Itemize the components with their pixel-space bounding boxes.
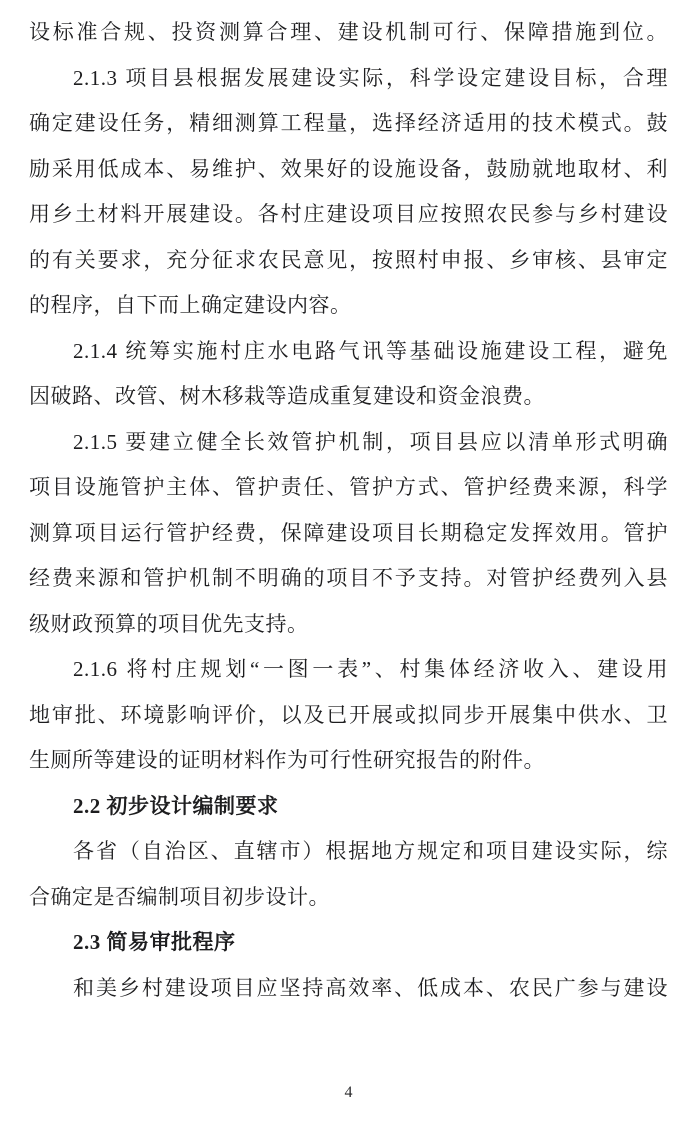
- body-text-line: 合确定是否编制项目初步设计。: [29, 884, 330, 909]
- body-text-line: 各省（自治区、直辖市）根据地方规定和项目建设实际，综: [73, 839, 668, 863]
- body-text-line: 测算项目运行管护经费，保障建设项目长期稳定发挥效用。管护: [29, 520, 668, 545]
- body-text-line: 确定建设任务，精细测算工程量，选择经济适用的技术模式。鼓: [29, 111, 668, 135]
- body-text-line: 和美乡村建设项目应坚持高效率、低成本、农民广参与建设: [73, 975, 668, 1000]
- page-number: 4: [344, 1084, 353, 1101]
- body-text-line: 生厕所等建设的证明材料作为可行性研究报告的附件。: [29, 748, 545, 772]
- body-text-line: 级财政预算的项目优先支持。: [29, 611, 309, 636]
- body-text-line: 因破路、改管、树木移栽等造成重复建设和资金浪费。: [29, 384, 545, 408]
- body-text-line: 2.1.5 要建立健全长效管护机制，项目县应以清单形式明确: [73, 429, 668, 454]
- body-text-line: 用乡土材料开展建设。各村庄建设项目应按照农民参与乡村建设: [29, 202, 668, 226]
- body-text-line: 的有关要求，充分征求农民意见，按照村申报、乡审核、县审定: [29, 247, 668, 272]
- section-heading: 2.2 初步设计编制要求: [73, 793, 279, 818]
- body-text-line: 设标准合规、投资测算合理、建设机制可行、保障措施到位。: [29, 20, 668, 44]
- body-text-line: 地审批、环境影响评价，以及已开展或拟同步开展集中供水、卫: [29, 702, 668, 727]
- document-text-block: [29, 10, 668, 1011]
- body-text-line: 的程序，自下而上确定建设内容。: [29, 293, 352, 317]
- body-text-line: 励采用低成本、易维护、效果好的设施设备，鼓励就地取材、利: [29, 156, 668, 181]
- body-text-line: 2.1.6 将村庄规划“一图一表”、村集体经济收入、建设用: [73, 657, 668, 681]
- body-text-line: 2.1.3 项目县根据发展建设实际，科学设定建设目标，合理: [73, 65, 668, 90]
- body-text-line: 2.1.4 统筹实施村庄水电路气讯等基础设施建设工程，避免: [73, 338, 668, 363]
- body-text-line: 项目设施管护主体、管护责任、管护方式、管护经费来源，科学: [29, 475, 668, 499]
- body-text-line: 经费来源和管护机制不明确的项目不予支持。对管护经费列入县: [29, 566, 668, 590]
- section-heading: 2.3 简易审批程序: [73, 930, 236, 954]
